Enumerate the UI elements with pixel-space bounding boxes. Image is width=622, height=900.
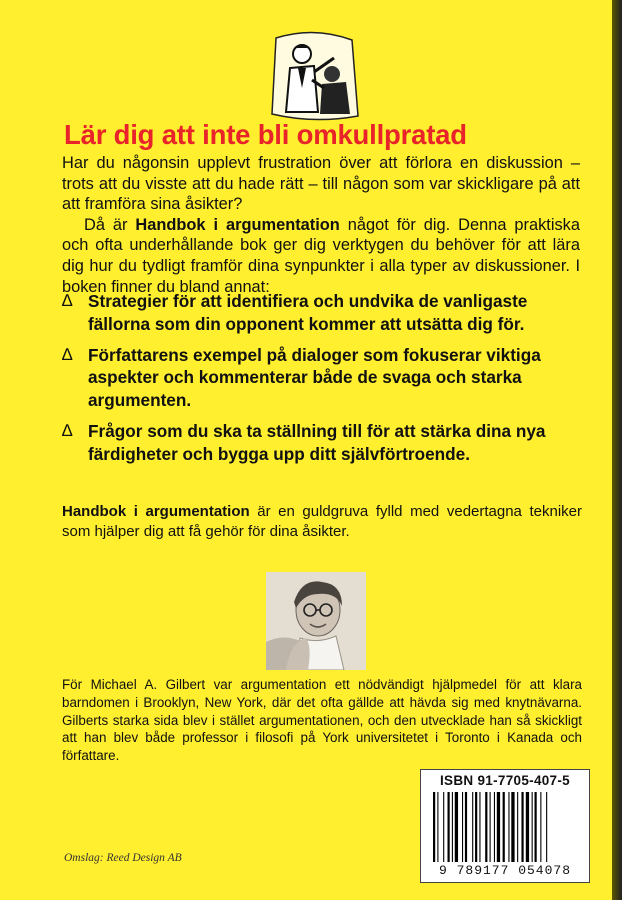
summary-paragraph (62, 502, 582, 541)
isbn-number: ISBN 91-7705-407-5 (440, 773, 570, 788)
book-title-inline: Handbok i argumentation (135, 215, 340, 234)
intro-paragraph-1: Har du någonsin upplevt frustration över att förlora en diskussion – trots att du visste att du hade rätt – till någon som var skickligare på att att framföra sina åsikter? (62, 154, 580, 214)
summary-text: är en guldgruva fylld med vedertagna tekniker som hjälper dig att få gehör för dina åsikter. (62, 503, 582, 540)
author-photo (266, 572, 366, 670)
summary-book-title: Handbok i argumentation (62, 503, 250, 520)
feature-list (62, 290, 582, 474)
triangle-bullet-icon: ∆ (62, 291, 73, 310)
barcode (420, 769, 590, 883)
arguing-men-illustration (268, 28, 360, 122)
author-bio: För Michael A. Gilbert var argumentation ett nödvändigt hjälpmedel för att klara barndomen i Brooklyn, New York, där det ofta gällde att hävda sig med knytnävarna. Gilberts starka sida blev i stället argumentationen, och den utvecklade han så skickligt att han blev både professor i filosofi på York universitetet i Toronto i Kanada och författare. (62, 677, 582, 764)
cover-credit: Omslag: Reed Design AB (64, 852, 182, 864)
list-item-text: Författarens exempel på dialoger som fokuserar viktiga aspekter och kommenterar både de svaga och starka argumenten. (88, 344, 541, 411)
ean-number: 9 789177 054078 (438, 863, 572, 878)
intro-text (62, 153, 580, 297)
intro-paragraph-2 (62, 215, 580, 297)
intro-paragraph-2-before: Då är (84, 215, 136, 234)
triangle-bullet-icon: ∆ (62, 344, 73, 364)
triangle-bullet-icon: ∆ (62, 420, 73, 440)
barcode-bars (431, 792, 581, 862)
cover-spine-edge (612, 0, 622, 900)
headline: Lär dig att inte bli omkullpratad (64, 119, 467, 150)
list-item (62, 344, 582, 412)
list-item (62, 290, 582, 336)
intro-paragraph-2-after: något för dig. Denna praktiska och ofta underhållande bok ger dig verktygen du behöver för att lära dig hur du tydligt framför dina synpunkter i alla typer av diskussioner. I boken finner du bland annat: (62, 215, 580, 296)
list-item-text: Frågor som du ska ta ställning till för att stärka dina nya färdigheter och bygga upp ditt självförtroende. (88, 420, 546, 464)
list-item-text: Strategier för att identifiera och undvika de vanligaste fällorna som din opponent kommer att utsätta dig för. (88, 291, 528, 334)
list-item (62, 420, 582, 466)
